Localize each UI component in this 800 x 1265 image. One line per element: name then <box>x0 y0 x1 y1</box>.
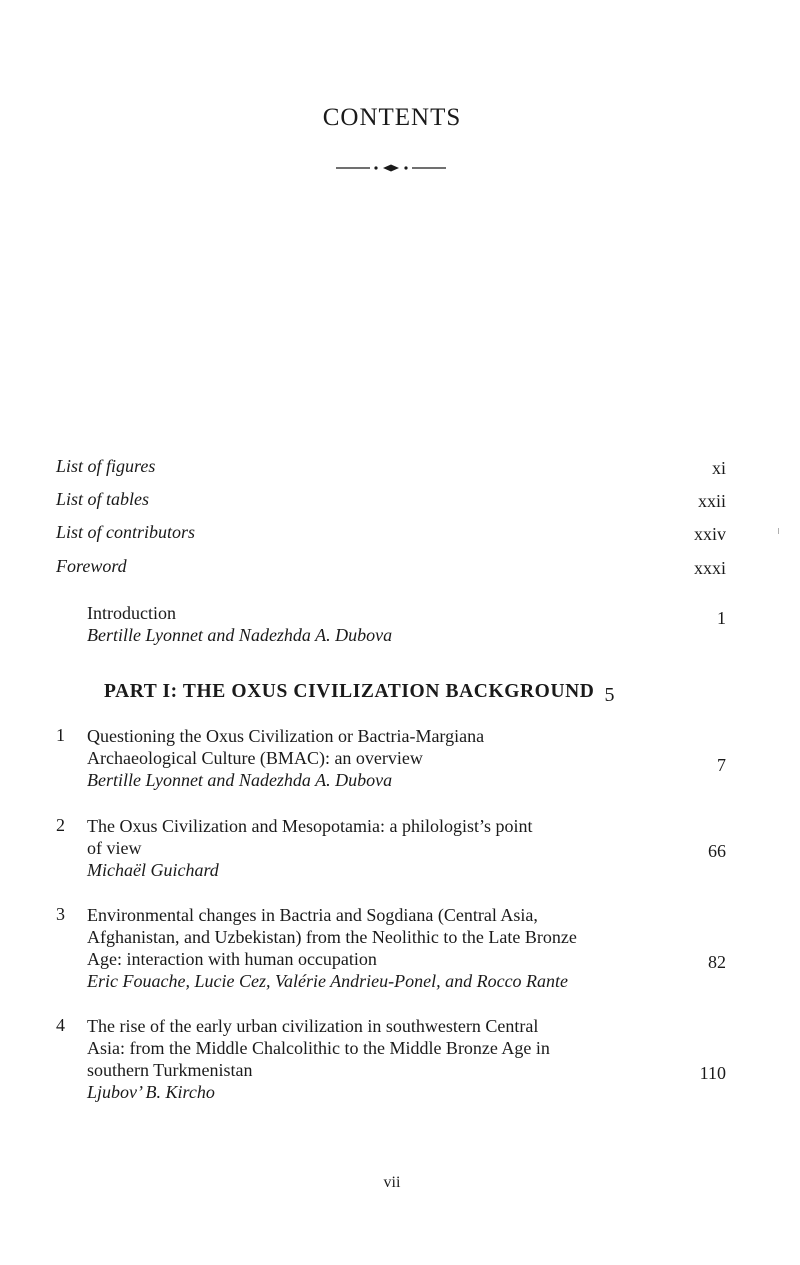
part-heading[interactable] <box>104 680 616 706</box>
toc-entry-foreword[interactable] <box>56 556 726 586</box>
chapter-title-line: The rise of the early urban civilization in southwestern Central <box>87 1016 539 1036</box>
toc-entry-label: Foreword <box>56 556 127 576</box>
toc-entry-page: 66 <box>708 841 726 861</box>
chapter-authors: Bertille Lyonnet and Nadezhda A. Dubova <box>87 770 393 790</box>
chapter-title-line: Afghanistan, and Uzbekistan) from the Neolithic to the Late Bronze <box>87 927 577 947</box>
toc-entry-list-of-figures[interactable] <box>56 456 726 486</box>
toc-entry-label: List of tables <box>56 489 150 509</box>
chapter-title-line: Asia: from the Middle Chalcolithic to the Middle Bronze Age in <box>87 1038 550 1058</box>
title-ornament <box>336 158 446 178</box>
part-heading-title: PART I: THE OXUS CIVILIZATION BACKGROUND <box>104 681 595 702</box>
chapter-title-line: of view <box>87 838 142 858</box>
toc-entry-page: xxiv <box>693 524 726 544</box>
toc-entry-list-of-tables[interactable] <box>56 489 726 519</box>
toc-entry-page: xxxi <box>693 558 726 578</box>
toc-entry-page: 1 <box>717 608 726 628</box>
toc-entry-chapter-4[interactable] <box>56 1015 726 1103</box>
scan-mark <box>778 528 782 534</box>
chapter-number: 2 <box>56 815 65 835</box>
toc-entry-chapter-3[interactable] <box>56 904 726 992</box>
toc-entry-list-of-contributors[interactable] <box>56 522 726 552</box>
toc-entry-page: 7 <box>717 755 726 775</box>
chapter-title-line: Questioning the Oxus Civilization or Bactria-Margiana <box>87 726 485 746</box>
chapter-authors: Ljubov’ B. Kircho <box>87 1082 215 1102</box>
page-folio: vii <box>383 1174 401 1191</box>
toc-entry-label: List of figures <box>56 456 156 476</box>
chapter-title-line: Archaeological Culture (BMAC): an overview <box>87 748 423 768</box>
chapter-authors: Eric Fouache, Lucie Cez, Valérie Andrieu-Ponel, and Rocco Rante <box>87 971 569 991</box>
toc-entry-authors: Bertille Lyonnet and Nadezhda A. Dubova <box>87 625 393 645</box>
part-heading-page: 5 <box>604 684 616 706</box>
chapter-title-line: The Oxus Civilization and Mesopotamia: a philologist’s point <box>87 816 533 836</box>
toc-entry-page: 82 <box>708 952 726 972</box>
chapter-title-line: southern Turkmenistan <box>87 1060 253 1080</box>
toc-entry-page: 110 <box>699 1063 726 1083</box>
chapter-number: 4 <box>56 1015 65 1035</box>
chapter-number: 1 <box>56 725 65 745</box>
chapter-authors: Michaël Guichard <box>87 860 219 880</box>
toc-entry-title: Introduction <box>87 603 176 623</box>
chapter-title-line: Environmental changes in Bactria and Sogdiana (Central Asia, <box>87 905 538 925</box>
toc-entry-chapter-2[interactable] <box>56 815 726 881</box>
toc-entry-page: xi <box>711 458 726 478</box>
chapter-number: 3 <box>56 904 65 924</box>
toc-entry-chapter-1[interactable] <box>56 725 726 791</box>
page-title: CONTENTS <box>322 104 462 131</box>
toc-entry-page: xxii <box>697 491 726 511</box>
toc-entry-label: List of contributors <box>56 522 196 542</box>
toc-entry-introduction[interactable] <box>87 602 726 646</box>
chapter-title-line: Age: interaction with human occupation <box>87 949 377 969</box>
